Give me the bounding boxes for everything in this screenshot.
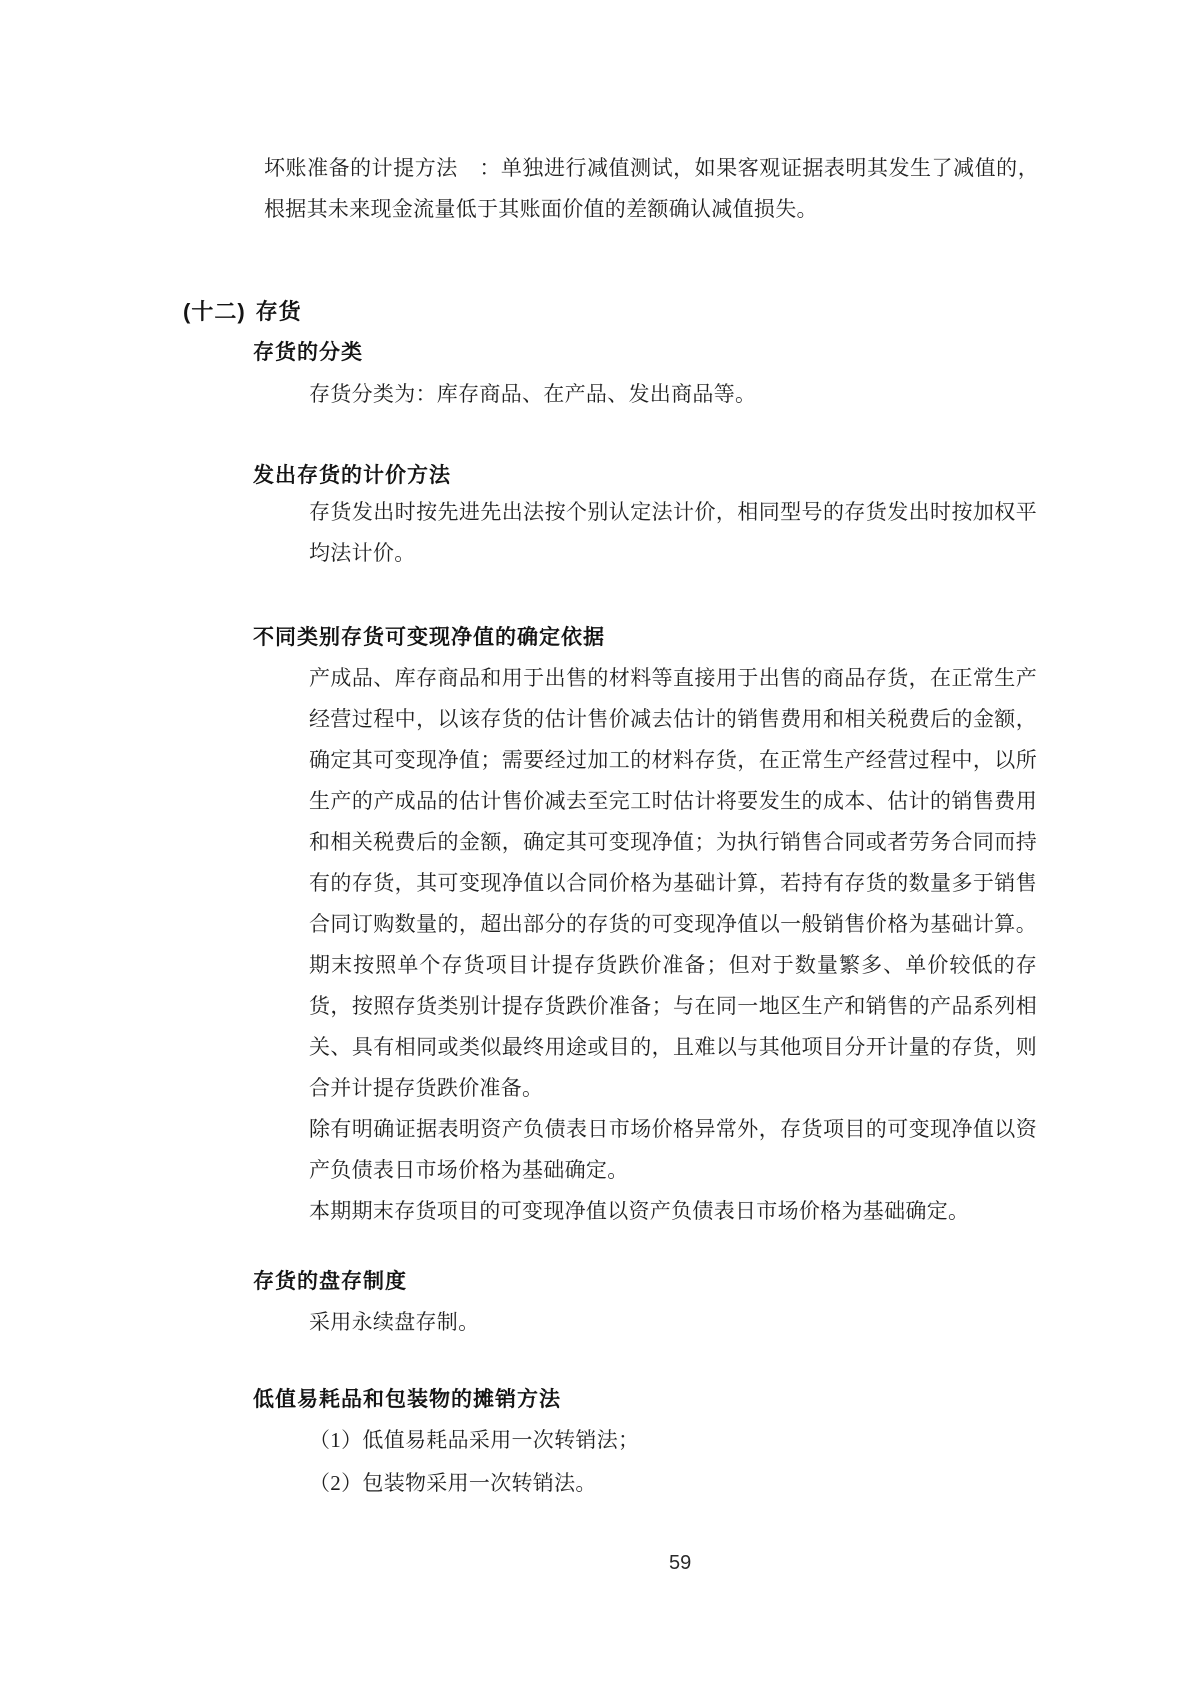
paragraph: 存货发出时按先进先出法按个别认定法计价，相同型号的存货发出时按加权平均法计价。	[309, 500, 1037, 565]
section-title: 存货	[255, 299, 302, 324]
subsection-heading-issued-inventory-valuation: 发出存货的计价方法	[253, 464, 451, 487]
subsection-heading-net-realizable-value-basis: 不同类别存货可变现净值的确定依据	[253, 626, 605, 649]
paragraph: 产成品、库存商品和用于出售的材料等直接用于出售的商品存货，在正常生产经营过程中，以该存货的估计售价减去估计的销售费用和相关税费后的金额，确定其可变现净值；需要经过加工的材料存货，在正常生产经营过程中，以所生产的产成品的估计售价减去至完工时估计将要发生的成本、估计的销售费用和相关税费后的金额，确定其可变现净值；为执行销售合同或者劳务合同而持有的存货，其可变现净值以合同价格为基础计算，若持有存货的数量多于销售合同订购数量的，超出部分的存货的可变现净值以一般销售价格为基础计算。期末按照单个存货项目计提存货跌价准备；但对于数量繁多、单价较低的存货，按照存货类别计提存货跌价准备；与在同一地区生产和销售的产品系列相关、具有相同或类似最终用途或目的，且难以与其他项目分开计量的存货，则合并计提存货跌价准备。	[309, 666, 1037, 1100]
section-heading	[183, 297, 302, 327]
intro-paragraph: 坏账准备的计提方法 ：单独进行减值测试，如果客观证据表明其发生了减值的，根据其未来现金流量低于其账面价值的差额确认减值损失。	[264, 156, 1039, 221]
paragraph: 除有明确证据表明资产负债表日市场价格异常外，存货项目的可变现净值以资产负债表日市场价格为基础确定。	[309, 1117, 1037, 1182]
subsection-body-net-realizable-value-basis	[309, 658, 1037, 1232]
page-number: 59	[669, 1552, 692, 1574]
paragraph: 采用永续盘存制。	[309, 1310, 480, 1334]
paragraph: 本期期末存货项目的可变现净值以资产负债表日市场价格为基础确定。	[309, 1199, 970, 1223]
subsection-heading-inventory-count-system: 存货的盘存制度	[253, 1270, 407, 1293]
list-item: （1）低值易耗品采用一次转销法；	[309, 1428, 640, 1452]
list-item: （2）包装物采用一次转销法。	[309, 1471, 597, 1495]
subsection-body-inventory-count-system	[309, 1302, 1037, 1343]
subsection-body-inventory-classification	[309, 374, 1037, 415]
subsection-heading-inventory-classification: 存货的分类	[253, 341, 363, 364]
subsection-body-low-value-consumables-amortization	[309, 1419, 1037, 1505]
section-number-label: (十二)	[183, 299, 246, 324]
subsection-heading-low-value-consumables-amortization: 低值易耗品和包装物的摊销方法	[253, 1388, 561, 1411]
paragraph: 存货分类为：库存商品、在产品、发出商品等。	[309, 382, 757, 406]
subsection-body-issued-inventory-valuation	[309, 492, 1037, 574]
